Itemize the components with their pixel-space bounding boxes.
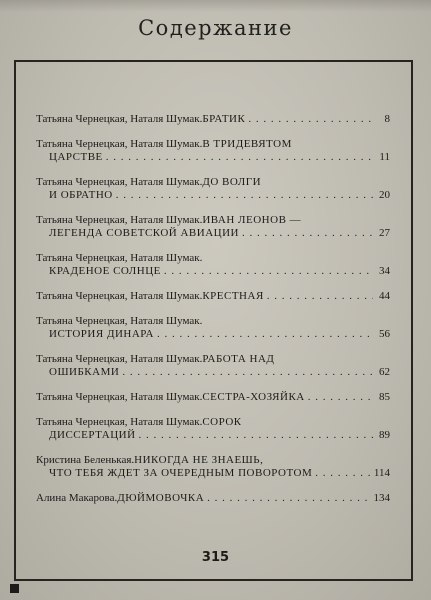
toc-entry [36, 214, 390, 240]
toc-leader-dots [248, 113, 373, 126]
toc-title-continued: ЦАРСТВЕ [49, 151, 103, 163]
toc-title-continued: ЛЕГЕНДА СОВЕТСКОЙ АВИАЦИИ [49, 227, 239, 239]
toc-entry-line [36, 138, 390, 151]
toc-entry-line [36, 189, 390, 202]
toc-leader-dots [106, 151, 373, 164]
toc-title-continued: ЧТО ТЕБЯ ЖДЕТ ЗА ОЧЕРЕДНЫМ ПОВОРОТОМ [49, 467, 313, 479]
toc-entry-line [36, 227, 390, 240]
toc-title: СЕСТРА-ХОЗЯЙКА [202, 391, 305, 403]
toc-entry [36, 113, 390, 126]
toc-entry-line [36, 429, 390, 442]
toc-entry [36, 353, 390, 379]
toc-author: Татьяна Чернецкая, Наталя Шумак. [36, 416, 203, 428]
toc-author: Алина Макарова. [36, 492, 118, 504]
toc-entry-line [36, 214, 390, 227]
page-title: Содержание [138, 16, 293, 40]
toc-leader-dots [267, 290, 373, 303]
toc-author: Татьяна Чернецкая, Наталя Шумак. [36, 353, 203, 365]
toc-entry-line [36, 416, 390, 429]
toc-page-number: 114 [373, 467, 390, 479]
toc-entry-line [36, 454, 390, 467]
toc-entry [36, 176, 390, 202]
toc-entry [36, 290, 390, 303]
toc-entry [36, 138, 390, 164]
toc-title-continued: ИСТОРИЯ ДИНАРА [49, 328, 154, 340]
toc-entry-line [36, 176, 390, 189]
toc-page-number: 34 [379, 265, 390, 277]
toc-page-number: 134 [373, 492, 390, 504]
toc-page-number: 8 [384, 113, 390, 125]
toc-entry-line [36, 151, 390, 164]
toc-entry-line [36, 265, 390, 278]
toc-author: Татьяна Чернецкая, Наталя Шумак. [36, 391, 203, 403]
toc-title-continued: ДИССЕРТАЦИЙ [49, 429, 136, 441]
toc-leader-dots [116, 189, 373, 202]
toc-title: БРАТИК [202, 113, 246, 125]
toc-leader-dots [315, 467, 371, 480]
toc-entry-line [36, 328, 390, 341]
toc-leader-dots [157, 328, 373, 341]
toc-author: Татьяна Чернецкая, Наталя Шумак. [36, 138, 203, 150]
toc-title-continued: ОШИБКАМИ [49, 366, 120, 378]
toc-page-number: 62 [379, 366, 390, 378]
toc-leader-dots [308, 391, 373, 404]
toc-entry [36, 492, 390, 505]
toc-entry-line [36, 492, 390, 505]
toc-entry [36, 454, 390, 480]
toc-title: НИКОГДА НЕ ЗНАЕШЬ, [134, 454, 264, 466]
table-of-contents [36, 113, 390, 517]
toc-page-number: 89 [379, 429, 390, 441]
toc-title: В ТРИДЕВЯТОМ [202, 138, 292, 150]
toc-page-number: 11 [379, 151, 390, 163]
toc-author: Татьяна Чернецкая, Наталя Шумак. [36, 113, 203, 125]
toc-entry-line [36, 366, 390, 379]
toc-title: СОРОК [202, 416, 242, 428]
toc-title: РАБОТА НАД [202, 353, 275, 365]
toc-title: ДЮЙМОВОЧКА [117, 492, 205, 504]
toc-entry-line [36, 391, 390, 404]
toc-page-number: 85 [379, 391, 390, 403]
toc-entry [36, 252, 390, 278]
toc-entry-line [36, 467, 390, 480]
toc-author: Татьяна Чернецкая, Наталя Шумак. [36, 252, 203, 264]
toc-entry-line [36, 113, 390, 126]
toc-author: Татьяна Чернецкая, Наталя Шумак. [36, 315, 203, 327]
toc-page-number: 56 [379, 328, 390, 340]
toc-title: КРЕСТНАЯ [202, 290, 264, 302]
toc-page-number: 44 [379, 290, 390, 302]
toc-leader-dots [164, 265, 373, 278]
toc-page-number: 20 [379, 189, 390, 201]
toc-title-continued: И ОБРАТНО [49, 189, 113, 201]
page-number: 315 [201, 550, 230, 565]
previous-page-bleed [0, 0, 431, 12]
toc-leader-dots [122, 366, 373, 379]
toc-leader-dots [139, 429, 373, 442]
toc-entry [36, 416, 390, 442]
toc-entry-line [36, 315, 390, 328]
toc-author: Кристина Беленькая. [36, 454, 135, 466]
toc-author: Татьяна Чернецкая, Наталя Шумак. [36, 176, 203, 188]
toc-entry-line [36, 252, 390, 265]
toc-title: ИВАН ЛЕОНОВ — [202, 214, 302, 226]
toc-leader-dots [242, 227, 373, 240]
toc-entry-line [36, 290, 390, 303]
toc-entry [36, 391, 390, 404]
toc-page-number: 27 [379, 227, 390, 239]
corner-mark [10, 584, 19, 593]
toc-title: ДО ВОЛГИ [202, 176, 262, 188]
toc-author: Татьяна Чернецкая, Наталя Шумак. [36, 290, 203, 302]
toc-entry-line [36, 353, 390, 366]
toc-author: Татьяна Чернецкая, Наталя Шумак. [36, 214, 203, 226]
toc-entry [36, 315, 390, 341]
toc-title-continued: КРАДЕНОЕ СОЛНЦЕ [49, 265, 161, 277]
toc-leader-dots [207, 492, 370, 505]
